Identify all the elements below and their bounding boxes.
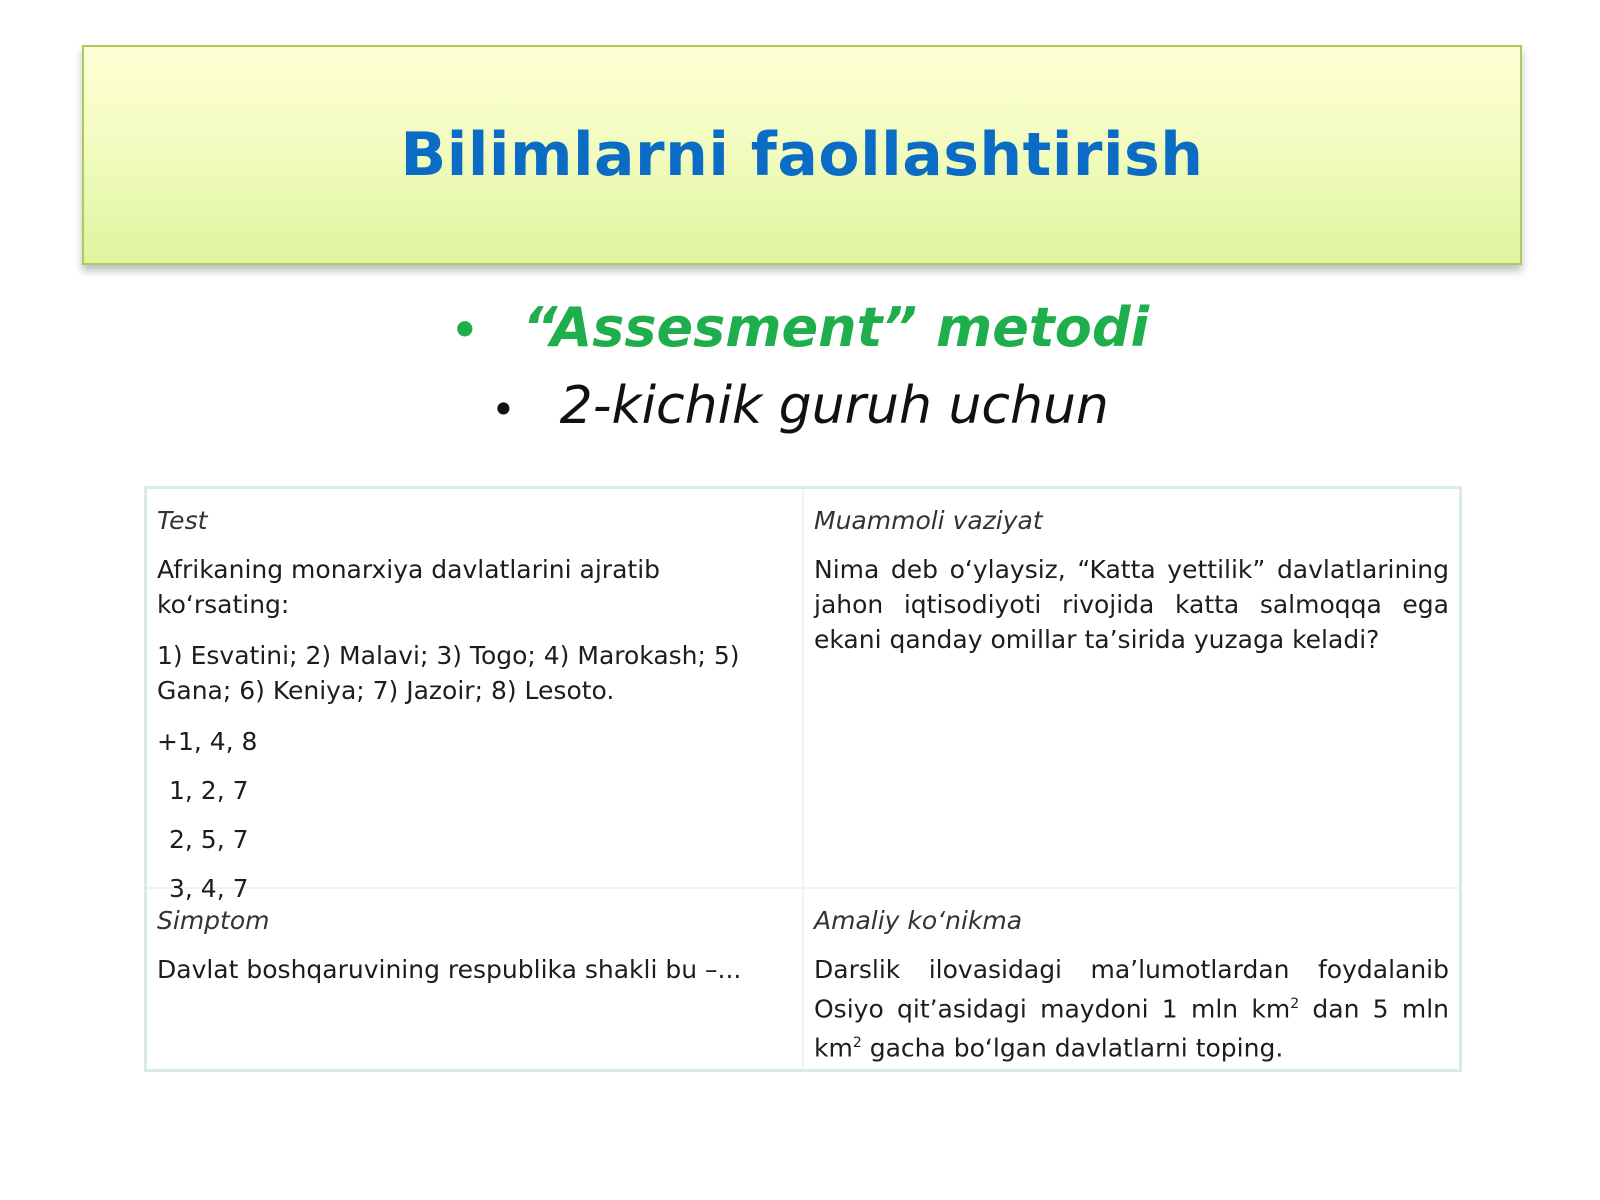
slide-title: Bilimlarni faollashtirish bbox=[400, 120, 1204, 190]
skill-heading: Amaliy ko‘nikma bbox=[814, 906, 1023, 935]
group-label: 2-kichik guruh uchun bbox=[559, 376, 1109, 436]
symptom-text: Davlat boshqaruvining respublika shakli bu –... bbox=[157, 955, 742, 984]
symptom-heading: Simptom bbox=[157, 906, 270, 935]
skill-cell bbox=[804, 889, 1459, 1069]
skill-text-part: gacha bo‘lgan davlatlarni toping. bbox=[861, 1033, 1284, 1063]
test-question: Afrikaning monarxiya davlatlarini ajratib ko‘rsating: bbox=[157, 555, 661, 619]
symptom-cell bbox=[147, 889, 804, 1069]
skill-text-part: Darslik ilovasidagi ma’lumotlardan foydalanib Osiyo qit’asidagi maydoni 1 mln km bbox=[814, 955, 1449, 1024]
assessment-table bbox=[144, 486, 1462, 1072]
problem-heading: Muammoli vaziyat bbox=[814, 506, 1043, 535]
test-option: 1, 2, 7 bbox=[169, 776, 249, 805]
skill-text-part: dan 5 mln km bbox=[814, 994, 1449, 1063]
superscript: 2 bbox=[852, 1035, 862, 1052]
bullet-icon: • bbox=[491, 384, 516, 434]
problem-cell bbox=[804, 489, 1459, 889]
method-label: “Assesment” metodi bbox=[522, 296, 1149, 359]
group-bullet bbox=[0, 376, 1600, 436]
superscript: 2 bbox=[1290, 996, 1300, 1012]
test-option: +1, 4, 8 bbox=[157, 727, 258, 756]
problem-text: Nima deb o‘ylaysiz, “Katta yettilik” davlatlarining jahon iqtisodiyoti rivojida katta salmoqqa ega ekani qanday omillar ta’sirida yuzaga keladi? bbox=[814, 555, 1449, 654]
skill-text bbox=[814, 952, 1449, 1066]
method-bullet bbox=[0, 296, 1600, 359]
test-items: 1) Esvatini; 2) Malavi; 3) Togo; 4) Marokash; 5) Gana; 6) Keniya; 7) Jazoir; 8) Lesoto. bbox=[157, 641, 740, 705]
test-option: 3, 4, 7 bbox=[169, 874, 249, 903]
test-option: 2, 5, 7 bbox=[169, 825, 249, 854]
test-cell bbox=[147, 489, 804, 903]
bullet-icon: • bbox=[451, 306, 479, 357]
test-heading: Test bbox=[157, 506, 208, 535]
title-banner bbox=[82, 45, 1522, 265]
